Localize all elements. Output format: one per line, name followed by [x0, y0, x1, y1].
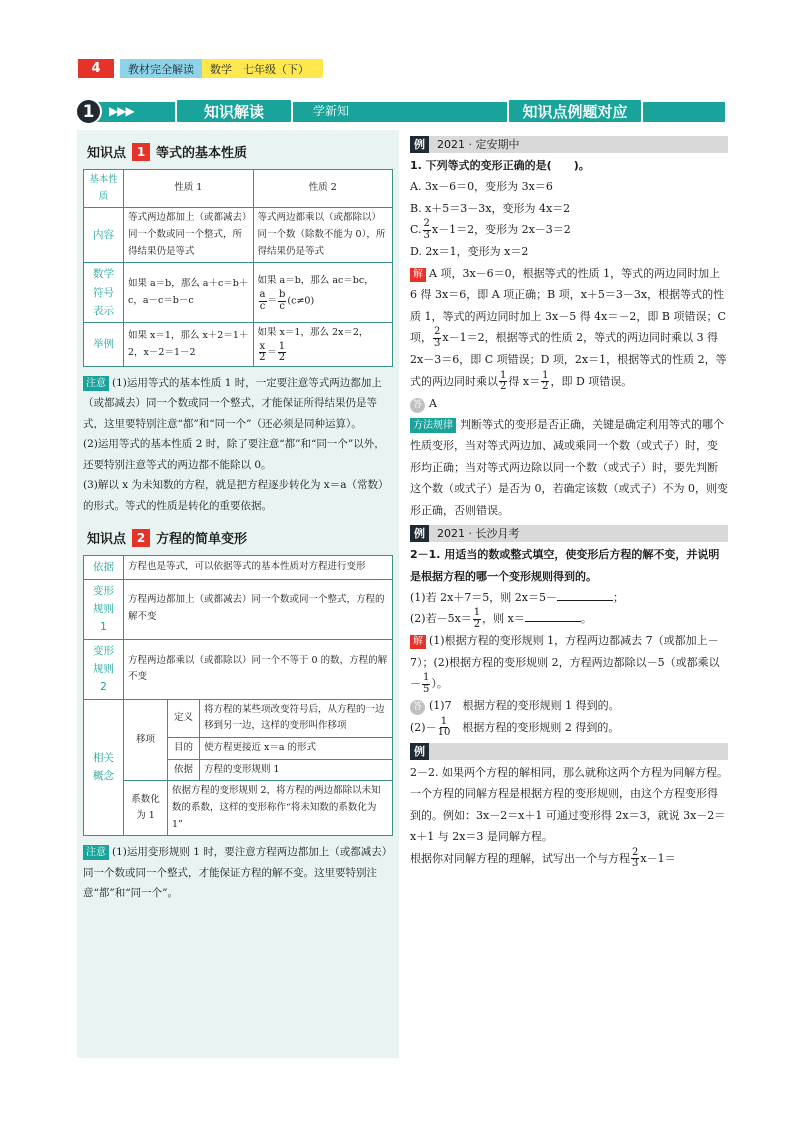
kp2-table — [83, 555, 393, 836]
ex2-answer2 — [410, 717, 728, 739]
example-icon: 例 — [410, 525, 429, 542]
frac-den: 2 — [278, 352, 286, 364]
ex2-answer1 — [410, 695, 728, 716]
kp1-title: 等式的基本性质 — [156, 146, 248, 161]
frac-num: 1 — [278, 340, 286, 352]
kp1-note3: (3)解以 x 为未知数的方程，就是把方程逐步转化为 x＝a（常数）的形式。等式的性质是转化的重要依据。 — [83, 479, 389, 512]
frac-num: 1 — [423, 672, 430, 684]
frac-den: 3 — [423, 229, 430, 241]
section-number: 1 — [75, 98, 102, 125]
answer-text: (1)7 根据方程的变形规则 1 得到的。 — [429, 699, 620, 713]
kp1-label: 知识点 — [87, 146, 127, 161]
method-badge: 方法规律 — [410, 418, 456, 433]
kp1-r1-label: 内容 — [84, 208, 124, 263]
eq-sign: ＝ — [267, 295, 278, 307]
kp1-r2-label: 数学符号表示 — [84, 263, 124, 323]
frac-den: c — [259, 300, 266, 312]
sol-text: 得 x＝ — [508, 374, 541, 388]
mudi-label: 目的 — [168, 738, 200, 760]
frac-num: 2 — [423, 218, 430, 230]
answer-text: 根据方程的变形规则 2 得到的。 — [451, 720, 620, 734]
frac-num: x — [259, 340, 266, 352]
ex2-q1 — [410, 587, 728, 608]
dingyi-text: 将方程的某些项改变符号后，从方程的一边移到另一边，这样的变形叫作移项 — [200, 699, 393, 737]
frac-den: 10 — [437, 727, 451, 739]
section-band — [75, 98, 725, 124]
kp2-r1-label: 依据 — [84, 556, 124, 579]
method-text: 判断等式的变形是否正确，关键是确定利用等式的哪个性质变形，当对等式两边加、减或乘同一个数（或式子）时，变形均正确；当对等式两边除以同一个数（或式子）时，要先判断这个数（或式子）是否为 0，若确定该数（或式子）不为 0，则变形正确，否则错误。 — [410, 417, 728, 517]
frac-num: b — [279, 289, 286, 300]
kp2-title: 方程的简单变形 — [156, 532, 248, 548]
ex1-question: 1. 下列等式的变形正确的是( )。 — [410, 159, 590, 172]
ex2-q2 — [410, 608, 728, 630]
frac — [259, 342, 267, 364]
kp1-table — [83, 169, 393, 367]
frac-den: 2 — [473, 618, 481, 630]
frac — [438, 717, 451, 739]
frac-num: a — [259, 289, 266, 300]
sol-text: (1)根据方程的变形规则 1，方程两边都减去 7（或都加上－7）；(2)根据方程的变形规则 2，方程两边都除以 — [410, 634, 719, 669]
frac-num: 1 — [500, 369, 507, 381]
kp2-heading — [87, 528, 393, 547]
solution-icon: 解 — [410, 635, 426, 649]
frac-den: 2 — [259, 352, 266, 364]
kp1-note1 — [83, 373, 393, 434]
kp2-r1-c: 方程也是等式，可以依据等式的基本性质对方程进行变形 — [124, 556, 393, 579]
ex1-bar — [410, 136, 728, 153]
opt-prefix: C. — [410, 223, 422, 237]
frac-den: 3 — [632, 858, 639, 869]
kp1-h1: 性质 1 — [124, 170, 254, 208]
kp2-r2-c: 方程两边都加上（或都减去）同一个数或同一个整式，方程的解不变 — [124, 579, 393, 639]
kp1-r3-c1: 如果 x＝1，那么 x＋2＝1＋2，x－2＝1－2 — [124, 323, 254, 367]
answer-text: A — [429, 396, 437, 410]
dingyi-label: 定义 — [168, 699, 200, 737]
ex1-option-b: B. x＋5＝3－3x，变形为 4x＝2 — [410, 201, 571, 215]
ex2-bar — [410, 525, 728, 542]
kp1-h0: 基本性质 — [84, 170, 124, 208]
frac — [433, 327, 441, 349]
answer-icon: 答 — [410, 398, 425, 413]
frac — [422, 673, 430, 695]
frac — [278, 290, 286, 312]
kp2-number: 2 — [132, 529, 150, 547]
kp1-r3-c2-text: 如果 x＝1，那么 2x＝2， — [257, 327, 369, 339]
band-subtitle: 学新知 — [313, 104, 350, 118]
kp1-r1-c2: 等式两边都乘以（或都除以）同一个数（除数不能为 0），所得结果仍是等式 — [253, 208, 392, 263]
sol-text: x－1＝2，根据等式的性质 2，等式的两边同时乘以 3 得 2x－3＝6，即 C 项错误；D 项，2x＝1，根据等式的性质 2，等式的两边同时乘以 — [410, 331, 727, 388]
frac-den: c — [279, 300, 286, 312]
kp1-r2-c2-text: 如果 a＝b，那么 ac＝bc， — [257, 275, 374, 287]
frac — [259, 290, 267, 312]
kp1-r2-c2 — [253, 263, 392, 323]
example-icon: 例 — [410, 743, 429, 760]
kp2-label: 知识点 — [87, 532, 127, 548]
sol-text: ，即 D 项错误。 — [550, 374, 633, 388]
sol-text: ）。 — [431, 677, 448, 691]
frac — [278, 342, 286, 364]
frac-num: 2 — [434, 326, 441, 338]
example-icon: 例 — [410, 136, 429, 153]
q-text: x－1＝ — [640, 851, 676, 865]
examples-column — [410, 136, 728, 870]
kp2-r4-label: 相关概念 — [84, 699, 124, 835]
frac-den: 2 — [500, 381, 507, 392]
arrow-icon: ▶▶▶ — [109, 104, 134, 118]
ex3-last — [410, 848, 728, 870]
answer-blank[interactable] — [525, 612, 581, 622]
frac-num: 1 — [473, 607, 481, 619]
mudi-text: 使方程更接近 x＝a 的形式 — [200, 738, 393, 760]
kp1-note2: (2)运用等式的基本性质 2 时，除了要注意“都”和“同一个”以外，还要特别注意等式的两边都不能除以 0。 — [83, 438, 385, 471]
note-text: (1)运用等式的基本性质 1 时，一定要注意等式两边都加上（或都减去）同一个数或同一个整式，才能保证所得结果仍是等式，这里要特别注意“都”和“同一个”（还必须是同种运算）。 — [83, 376, 382, 430]
xishu-label: 系数化为 1 — [124, 781, 168, 836]
kp2-notes — [83, 842, 393, 903]
ex3-bar — [410, 743, 728, 760]
yixiang-label: 移项 — [124, 699, 168, 781]
sol-text: （或都乘以－ — [410, 655, 720, 691]
tab-knowledge: 知识解读 — [175, 98, 293, 124]
frac-den: 3 — [434, 337, 441, 349]
xishu-text: 依据方程的变形规则 2，将方程的两边都除以未知数的系数，这样的变形称作“将未知数的系数化为 1” — [168, 781, 393, 836]
kp1-r3-label: 举例 — [84, 323, 124, 367]
q-text: (1)若 2x＋7＝5，则 2x＝5－ — [410, 591, 557, 604]
q-text: 根据你对同解方程的理解，试写出一个与方程 — [410, 851, 630, 865]
ex2-question: 2－1. 用适当的数或整式填空，使变形后方程的解不变，并说明是根据方程的哪一个变形规则得到的。 — [410, 548, 720, 583]
book-title: 教材完全解读 — [120, 59, 202, 78]
kp1-notes — [83, 373, 393, 516]
ex3-question: 2－2. 如果两个方程的解相同，那么就称这两个方程为同解方程。一个方程的同解方程是根据方程的变形规则，由这个方程变形得到的。例如：3x－2＝x＋1 可通过变形得 2x＝3，就说 3x－2＝x＋1 与 2x＝3 是同解方程。 — [410, 765, 728, 844]
frac — [631, 848, 639, 870]
q-text: ； — [612, 591, 624, 604]
yiju-label: 依据 — [168, 759, 200, 781]
kp1-r2-c1: 如果 a＝b，那么 a＋c＝b＋c，a－c＝b－c — [124, 263, 254, 323]
kp2-r3-label: 变形规则 2 — [84, 639, 124, 699]
kp1-r3-c2 — [253, 323, 392, 367]
eq-sign: ＝ — [267, 347, 277, 359]
q-text: ，则 x＝ — [482, 612, 525, 626]
frac — [541, 371, 549, 393]
condition: (c≠0) — [287, 295, 315, 307]
kp2-r2-label: 变形规则 1 — [84, 579, 124, 639]
kp1-number: 1 — [132, 143, 150, 161]
ex1-option-c — [410, 219, 728, 241]
ex2-tag: 2021 · 长沙月考 — [437, 526, 520, 540]
frac-num: 1 — [440, 715, 448, 727]
page-header — [78, 59, 323, 78]
ex1-option-a: A. 3x－6＝0，变形为 3x＝6 — [410, 180, 553, 194]
kp1-r1-c1: 等式两边都加上（或都减去）同一个数或同一个整式，所得结果仍是等式 — [124, 208, 254, 263]
tab-examples: 知识点例题对应 — [507, 98, 643, 124]
solution-icon: 解 — [410, 268, 426, 282]
ex1-tag: 2021 · 定安期中 — [437, 137, 520, 151]
answer-blank[interactable] — [557, 591, 613, 601]
frac-num: 1 — [542, 369, 549, 381]
frac-den: 2 — [542, 381, 549, 392]
frac-den: 5 — [423, 683, 430, 695]
sol-text: －5 — [646, 655, 665, 669]
ex1-answer — [410, 393, 728, 414]
kp1-heading — [87, 142, 393, 161]
subject-label: 数学 七年级（下） — [202, 59, 323, 78]
answer-icon: 答 — [410, 700, 425, 715]
q-text: 。 — [580, 612, 592, 626]
frac-num: 2 — [632, 846, 639, 858]
answer-text: (2)－ — [410, 720, 437, 734]
note-text: (1)运用变形规则 1 时，要注意方程两边都加上（或都减去）同一个数或同一个整式，才能保证方程的解不变。这里要特别注意“都”和“同一个”。 — [83, 846, 393, 900]
frac — [499, 371, 507, 393]
ex1-method — [410, 414, 728, 521]
ex1-solution — [410, 263, 728, 393]
frac — [473, 608, 481, 630]
page-number: 4 — [78, 59, 114, 78]
q-text: (2)若－5x＝ — [410, 612, 472, 626]
knowledge-column — [77, 130, 399, 1058]
kp1-h2: 性质 2 — [253, 170, 392, 208]
yiju-text: 方程的变形规则 1 — [200, 759, 393, 781]
ex1-option-d: D. 2x＝1，变形为 x＝2 — [410, 245, 529, 259]
ex2-solution — [410, 630, 728, 695]
sol-text: A 项，3x－6＝0，根据等式的性质 1，等式的两边同时加上 6 得 3x＝6，即 A 项正确；B 项，x＋5＝3－3x，根据等式的性质 1，等式的两边同时加上 3x－5 得 4x＝－2，即 B 项错误；C 项， — [410, 266, 726, 345]
note-badge: 注意 — [83, 845, 109, 860]
note-badge: 注意 — [83, 376, 109, 391]
kp2-r3-c: 方程两边都乘以（或都除以）同一个不等于 0 的数，方程的解不变 — [124, 639, 393, 699]
opt-text: x－1＝2，变形为 2x－3＝2 — [431, 223, 571, 237]
kp2-note1 — [83, 842, 393, 903]
frac — [423, 219, 431, 241]
